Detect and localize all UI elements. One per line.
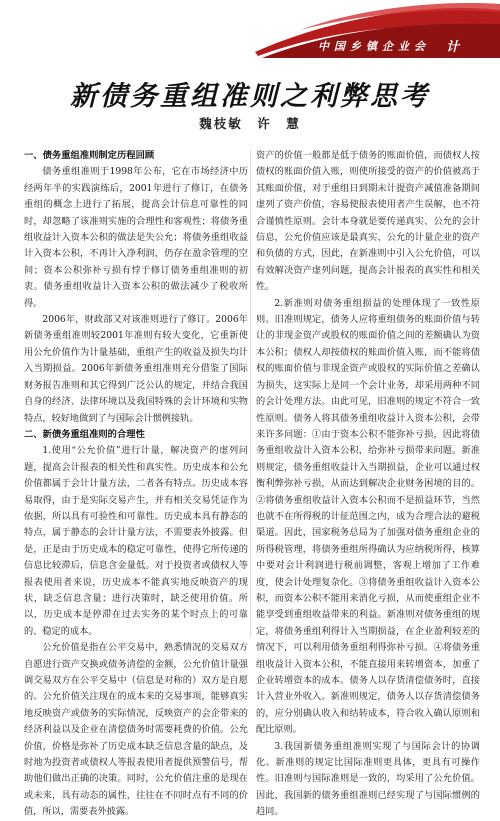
column-divider xyxy=(250,150,251,638)
right-paragraph-1: 资产的价值一般都是低于债务的账面价值，而债权人按债权的账面价值入账，则使所接受的资产的价值被高于其账面价值，对于重组日到期未计提资产减值准备期间虚列了资产价值，容易使报表使用者产生误解，也不符合谨慎性原则。会计本身就是要传递真实、公允的会计信息，公允价值应该是最真实、公允的计量企业的资产和负债的方式，因此，在新准则中引入公允价值，可以有效解决资产虚列问题，提高会计报表的真实性和相关性。 xyxy=(256,150,480,293)
article-title: 新债务重组准则之利弊思考 xyxy=(70,81,430,112)
section-heading-2: 二、新债务重组准则的合理性 xyxy=(24,428,145,440)
journal-header xyxy=(0,0,500,62)
right-column xyxy=(256,148,480,818)
journal-title: 中国乡镇企业会 xyxy=(318,40,430,53)
right-paragraph-3: 3.我国新债务重组准则实现了与国际会计的协调化。新准则的规定比国际准则更具体，更具有可操作性。旧准则与国际准则是一致的，均采用了公允价值。因此，我国新的债务重组准则已经实现了与国际惯例的趋同。 xyxy=(256,740,480,818)
left-column xyxy=(24,148,248,818)
journal-title-suffix: 计 xyxy=(446,40,460,55)
section-2-paragraph-1: 1.使用“公允价值”进行计量，解决资产的虚列问题，提高会计报表的相关性和真实性。历史成本和公允价值都属于会计计量方法，二者各有特点。历史成本容易取得，由于是实际交易产生，并有相关交易凭证作为依据，所以具有可验性和可靠性。历史成本具有静态的特点，属于静态的会计计量方法，不需要表外披露。但是，正是由于历史成本的稳定可靠性，使得它所传递的信息比较滞后，信息含金量低。对于投资者或债权人等报表使用者来说，历史成本不能真实地反映资产的现状，缺乏信息含量；进行决策时，缺乏使用价值。所以，历史成本是停滞在过去实务的某个时点上的可靠的、稳定的成本。 xyxy=(24,445,248,637)
section-2-paragraph-2: 公允价值是指在公平交易中，熟悉情况的交易双方自愿进行资产交换或债务清偿的金额，公允价值计量强调交易双方在公平交易中（信息是对称的）双方是自愿的。公允价值关注现在的成本来的交易事项，能够真实地反映资产或债务的实际情况，反映资产的会企带来的经济利益以及企业在清偿债务时需要耗费的价值。公允价值，价格是弥补了历史成本缺乏信息含量的缺点，及时地为投资者或债权人等报表使用者提供预警信号，帮助他们做出正确的决策。同时，公允价值注重的是现在或未来，具有动态的属性，往往在不同时点有不同的价值，所以，需要表外披露。 xyxy=(24,642,248,818)
section-1-paragraph-1: 债务重组准则于1998年公布，它在市场经济中历经两年半的实践演练后，2001年进行了修订，在债务重组的概念上进行了拓展，提高会计信息可靠性的同时，却忽略了该准则实施的合理性和客观性；将债务重组收益计入资本公积的做法是失公允；将债务重组收益计入资本公积，不再计入净利润，仍存在盈余管理的空间；资本公积弥补亏损有悖于修订债务重组准则的初衷。债务重组收益计入资本公积的做法减少了税收所得。 xyxy=(24,166,248,309)
right-paragraph-2: 2.新准则对债务重组损益的处理体现了一致性原则。旧准则规定，债务人应将重组债务的账面价值与转让的非现金资产或股权的账面价值之间的差额确认为资本公积；债权人却按债权的账面价值入账，而不能将债权的账面价值与非现金资产或股权的实际价值之差确认为损失，这实际上是同一个会计业务，却采用两种不同的会计处理方法。由此可见，旧准则的规定不符合一致性原则。债务人将其债务重组收益计入资本公积，会带来许多问题：①由于资本公积不能弥补亏损，因此将债务重组收益计入资本公积，给弥补亏损带来问题。新准则规定，债务重组收益计入当期损益，企业可以通过权衡利弊弥补亏损，从而达到解决企业财务困境的目的。②将债务重组收益计入资本公积而不是损益环节，当然也就不在所得税的计征范围之内，成为合理合法的避税渠道。因此，国家税务总局为了加强对债务重组企业的所得税管理，将债务重组所得确认为应纳税所得，核算中要对会计利润进行税前调整，客观上增加了工作难度，使会计处理复杂化。③将债务重组收益计入资本公积，而资本公积不能用来消化亏损，从而使重组企业不能享受到重组收益带来的利益。新准则对债务重组的规定，将债务重组利得计入当期损益，在企业盈利较差的情况下，可以利用债务重组利得弥补亏损。④将债务重组收益计入资本公积，不能直接用来转增资本，加重了企业转增资本的成本。债务人以存货清偿债务时，直接计入营业外收入。新准则规定，债务人以存货清偿债务的，应分别确认收入和结转成本，符合收入确认原则和配比原则。 xyxy=(256,297,480,736)
article-authors: 魏枝敏 许 慧 xyxy=(199,116,301,131)
section-heading-1: 一、债务重组准则制定历程回顾 xyxy=(24,150,155,161)
section-1-paragraph-2: 2006年，财政部又对该准则进行了修订。2006年新债务重组准则较2001年准则有较大变化，它重新使用公允价值作为计量基础，重组产生的收益及损失均计入当期损益。2006年新债务重组准则充分借鉴了国际财务报告准则和其它得到广泛公认的规定，并结合我国自身的经济、法律环境以及我国特殊的会计环境和实物特点，较好地做到了与国际会计惯例接轨。 xyxy=(24,314,248,424)
